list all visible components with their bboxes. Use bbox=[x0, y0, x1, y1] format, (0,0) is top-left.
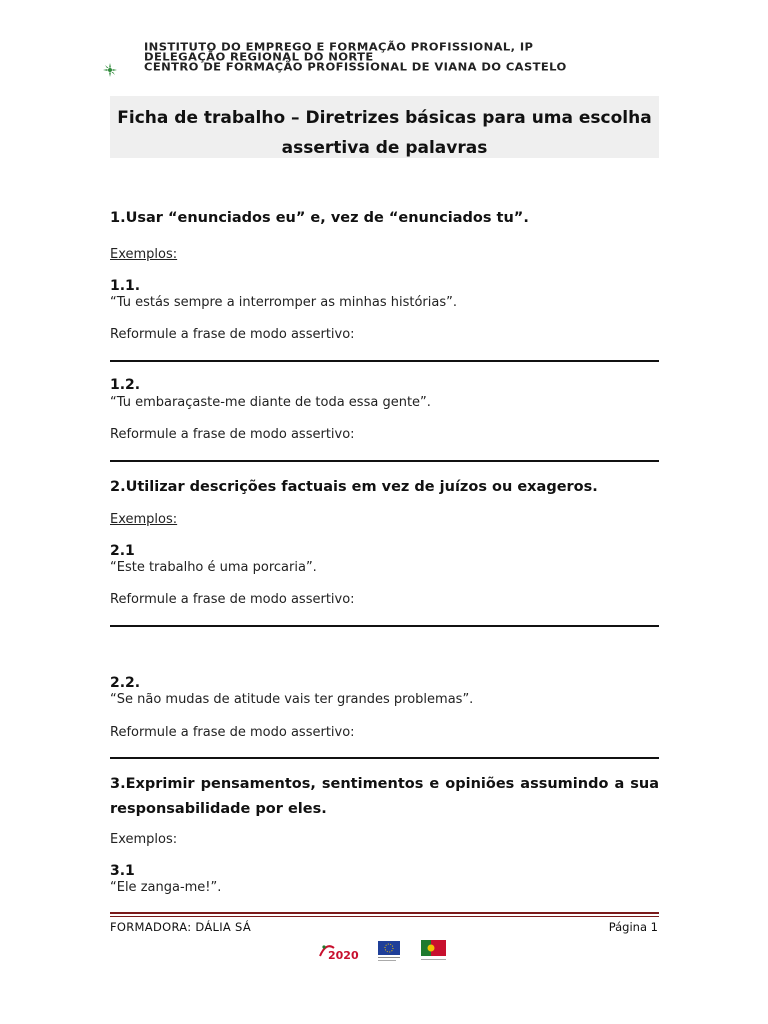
item-1-1-prompt: Reformule a frase de modo assertivo: bbox=[110, 327, 355, 342]
institution-name bbox=[144, 42, 567, 72]
item-2-2-prompt: Reformule a frase de modo assertivo: bbox=[110, 725, 355, 740]
item-2-1-prompt: Reformule a frase de modo assertivo: bbox=[110, 592, 355, 607]
item-2-1-quote: “Este trabalho é uma porcaria”. bbox=[110, 560, 317, 575]
institution-line: CENTRO DE FORMAÇÃO PROFISSIONAL DE VIANA DO CASTELO bbox=[144, 60, 567, 74]
title-box bbox=[110, 96, 659, 158]
item-1-1-answer-line[interactable] bbox=[110, 360, 659, 362]
item-2-2-answer-line[interactable] bbox=[110, 757, 659, 759]
eu-flag-logo bbox=[378, 941, 400, 961]
section-1-heading: 1.Usar “enunciados eu” e, vez de “enunciados tu”. bbox=[110, 210, 529, 226]
section-2-heading: 2.Utilizar descrições factuais em vez de juízos ou exageros. bbox=[110, 479, 598, 495]
institution-line: INSTITUTO DO EMPREGO E FORMAÇÃO PROFISSIONAL, IP bbox=[144, 40, 534, 54]
item-1-2-prompt: Reformule a frase de modo assertivo: bbox=[110, 427, 355, 442]
section-3-examples-label: Exemplos: bbox=[110, 832, 178, 847]
item-1-1-quote: “Tu estás sempre a interromper as minhas histórias”. bbox=[110, 295, 457, 310]
page-title bbox=[110, 103, 659, 163]
section-3-heading-line-1: 3.Exprimir pensamentos, sentimentos e opiniões assumindo a sua bbox=[110, 776, 659, 792]
item-2-2-quote: “Se não mudas de atitude vais ter grandes problemas”. bbox=[110, 692, 474, 707]
item-1-2-quote: “Tu embaraçaste-me diante de toda essa gente”. bbox=[110, 395, 431, 410]
footer-page-number: Página 1 bbox=[608, 920, 658, 934]
item-1-2-answer-line[interactable] bbox=[110, 460, 659, 462]
section-3-heading bbox=[110, 772, 659, 822]
section-1-examples-label: Exemplos: bbox=[110, 247, 178, 262]
item-1-1-number: 1.1. bbox=[110, 278, 141, 294]
item-2-1-number: 2.1 bbox=[110, 543, 135, 559]
portugal-2020-logo bbox=[320, 945, 359, 962]
item-3-1-quote: “Ele zanga-me!”. bbox=[110, 880, 222, 895]
portugal-flag-logo bbox=[421, 940, 446, 960]
institution-line: DELEGAÇÃO REGIONAL DO NORTE bbox=[144, 50, 374, 64]
item-1-2-number: 1.2. bbox=[110, 377, 141, 393]
footer-trainer: FORMADORA: DÁLIA SÁ bbox=[110, 920, 251, 934]
item-2-1-answer-line[interactable] bbox=[110, 625, 659, 627]
footer-rule bbox=[110, 912, 659, 914]
section-3-heading-line-2: responsabilidade por eles. bbox=[110, 801, 327, 817]
item-3-1-number: 3.1 bbox=[110, 863, 135, 879]
iefp-logo-icon bbox=[102, 62, 118, 78]
item-2-2-number: 2.2. bbox=[110, 675, 141, 691]
title-line-2: assertiva de palavras bbox=[281, 138, 488, 158]
portugal-2020-text: 2020 bbox=[328, 949, 359, 962]
title-line-1: Ficha de trabalho – Diretrizes básicas para uma escolha bbox=[117, 108, 652, 128]
section-2-examples-label: Exemplos: bbox=[110, 512, 178, 527]
funding-logos bbox=[318, 938, 458, 964]
footer-rule-thin bbox=[110, 916, 659, 917]
